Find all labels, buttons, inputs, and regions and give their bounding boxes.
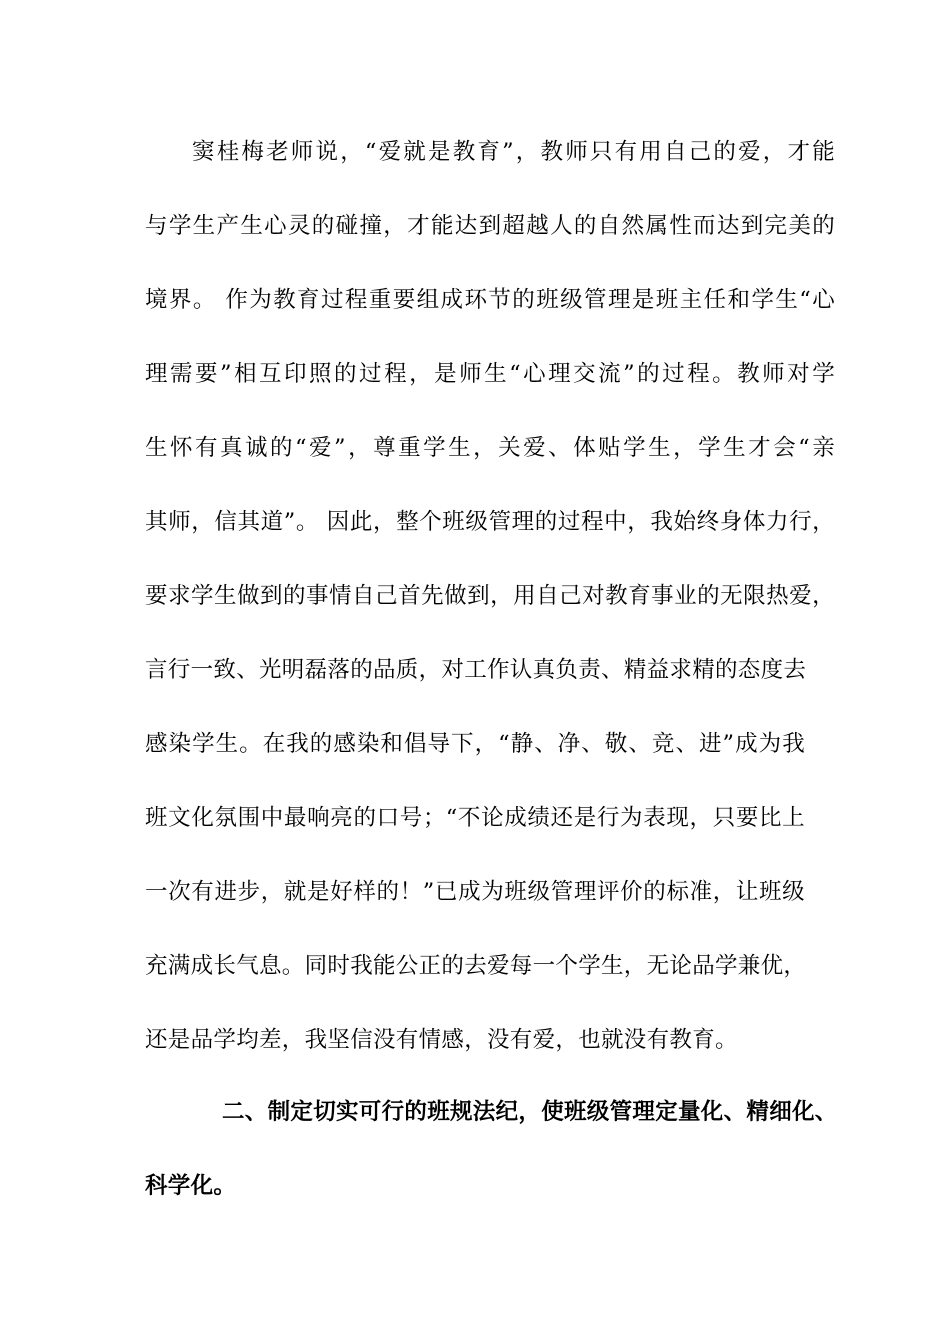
paragraph-line-5: 生怀有真诚的“爱”，尊重学生，关爱、体贴学生，学生才会“亲: [145, 435, 835, 461]
paragraph-line-7: 要求学生做到的事情自己首先做到，用自己对教育事业的无限热爱，: [145, 583, 835, 609]
paragraph-line-10: 班文化氛围中最响亮的口号；“不论成绩还是行为表现，只要比上: [145, 805, 805, 831]
paragraph-line-6: 其师，信其道”。 因此，整个班级管理的过程中，我始终身体力行，: [145, 509, 835, 535]
paragraph-line-13: 还是品学均差，我坚信没有情感，没有爱，也就没有教育。: [145, 1027, 738, 1053]
paragraph-line-4: 理需要”相互印照的过程，是师生“心理交流”的过程。教师对学: [145, 361, 835, 387]
section-heading-line-2: 科学化。: [145, 1173, 237, 1199]
section-heading-line-1: 二、制定切实可行的班规法纪，使班级管理定量化、精细化、: [222, 1099, 838, 1125]
paragraph-line-3: 境界。 作为教育过程重要组成环节的班级管理是班主任和学生“心: [145, 287, 835, 313]
paragraph-line-1: 窦桂梅老师说，“爱就是教育”，教师只有用自己的爱，才能: [192, 139, 835, 165]
paragraph-line-2: 与学生产生心灵的碰撞，才能达到超越人的自然属性而达到完美的: [145, 213, 835, 239]
paragraph-line-12: 充满成长气息。同时我能公正的去爱每一个学生，无论品学兼优，: [145, 953, 807, 979]
paragraph-line-11: 一次有进步，就是好样的！”已成为班级管理评价的标准，让班级: [145, 879, 805, 905]
paragraph-line-9: 感染学生。在我的感染和倡导下，“静、净、敬、竞、进”成为我: [145, 731, 805, 757]
paragraph-line-8: 言行一致、光明磊落的品质，对工作认真负责、精益求精的态度去: [145, 657, 807, 683]
